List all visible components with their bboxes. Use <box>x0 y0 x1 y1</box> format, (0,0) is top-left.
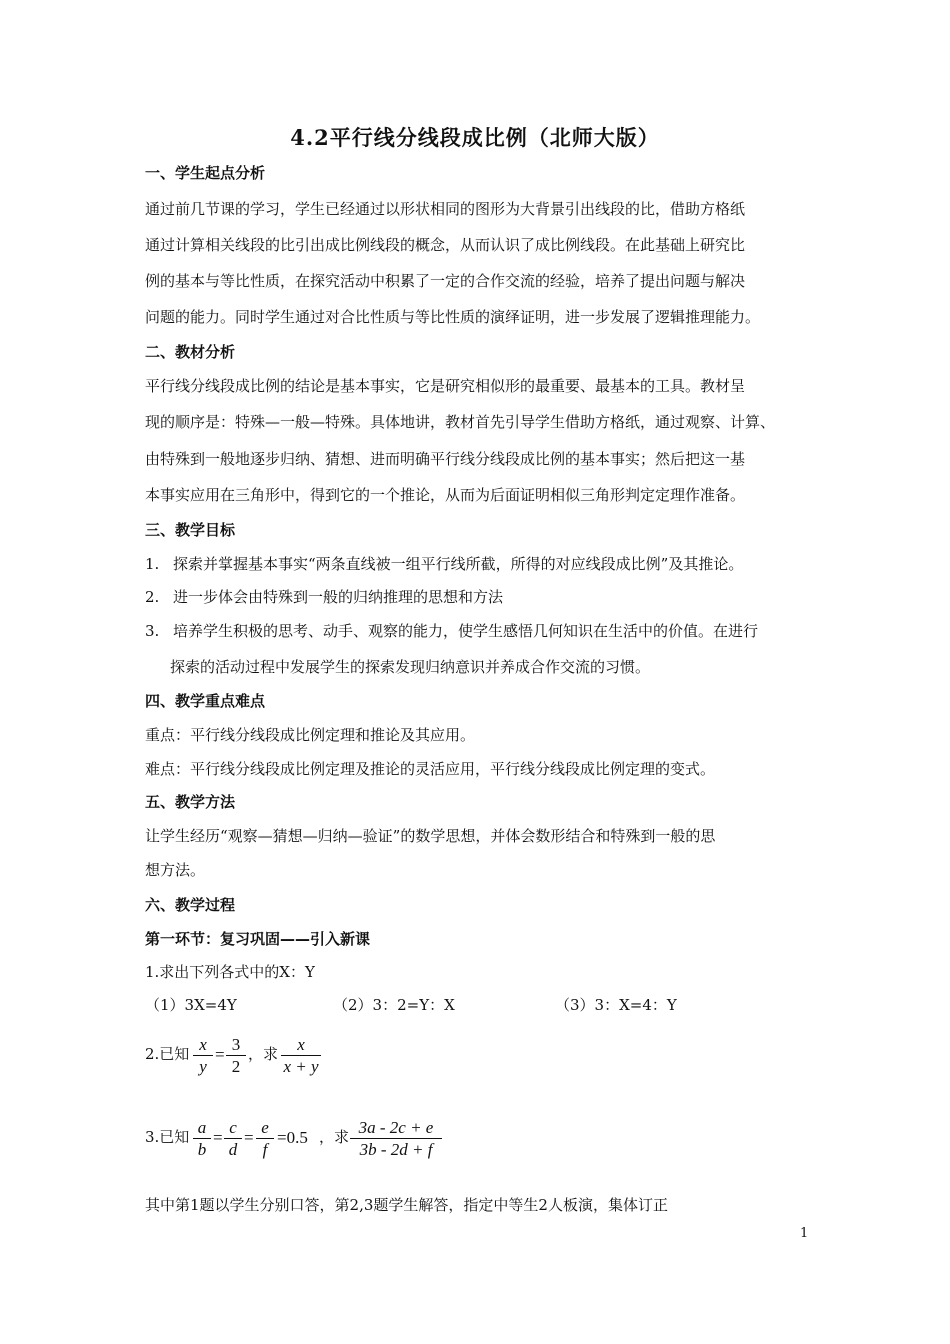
paragraph-line: 想方法。 <box>145 861 206 879</box>
fraction-numerator: e <box>261 1118 269 1137</box>
section-heading-6: 六、教学过程 <box>145 896 236 914</box>
fraction-target <box>281 1035 321 1078</box>
question-1-item: （2）3：2=Y：X <box>333 996 455 1014</box>
question-2-mid: ，求 <box>248 1045 279 1063</box>
fraction-numerator: c <box>229 1118 237 1137</box>
question-3-prefix: 3.已知 <box>145 1128 190 1146</box>
question-2-prefix: 2.已知 <box>145 1045 190 1063</box>
paragraph-line: 让学生经历“观察—猜想—归纳—验证”的数学思想，并体会数形结合和特殊到一般的思 <box>145 827 716 845</box>
paragraph-line: 问题的能力。同时学生通过对合比性质与等比性质的演绎证明，进一步发展了逻辑推理能力。 <box>145 308 761 326</box>
fraction-denominator: 2 <box>231 1057 241 1076</box>
fraction <box>193 1118 211 1161</box>
list-number: 1. <box>145 555 160 573</box>
section-heading-1: 一、学生起点分析 <box>145 164 266 182</box>
list-number: 3. <box>145 622 160 640</box>
fraction-numerator: 3 <box>231 1035 241 1054</box>
paragraph-line: 通过计算相关线段的比引出成比例线段的概念，从而认识了成比例线段。在此基础上研究比 <box>145 236 746 254</box>
page-title: 4.2平行线分线段成比例（北师大版） <box>290 125 660 150</box>
fraction-numerator: 3a - 2c + e <box>358 1118 434 1137</box>
key-point: 重点：平行线分线段成比例定理和推论及其应用。 <box>145 726 476 744</box>
section-heading-4: 四、教学重点难点 <box>145 692 266 710</box>
question-1: 1.求出下列各式中的X：Y <box>145 963 315 981</box>
fraction <box>224 1118 242 1161</box>
equals-sign: = <box>244 1128 254 1147</box>
list-text: 进一步体会由特殊到一般的归纳推理的思想和方法 <box>173 588 504 606</box>
paragraph-line: 通过前几节课的学习，学生已经通过以形状相同的图形为大背景引出线段的比，借助方格纸 <box>145 200 746 218</box>
fraction-denominator: y <box>199 1057 207 1076</box>
fraction <box>256 1118 274 1161</box>
step-heading: 第一环节：复习巩固——引入新课 <box>145 930 371 948</box>
note-line: 其中第1题以学生分别口答，第2,3题学生解答，指定中等生2人板演，集体订正 <box>145 1196 668 1214</box>
fraction-denominator: b <box>197 1140 207 1159</box>
list-text: 培养学生积极的思考、动手、观察的能力，使学生感悟几何知识在生活中的价值。在进行 <box>173 622 759 640</box>
question-1-item: （1）3X=4Y <box>145 996 237 1014</box>
list-item-continuation: 探索的活动过程中发展学生的探索发现归纳意识并养成合作交流的习惯。 <box>170 658 651 676</box>
paragraph-line: 现的顺序是：特殊—一般—特殊。具体地讲，教材首先引导学生借助方格纸，通过观察、计算、 <box>145 413 776 431</box>
list-number: 2. <box>145 588 160 606</box>
question-3-mid: ，求 <box>319 1128 350 1146</box>
fraction-denominator: d <box>228 1140 238 1159</box>
fraction-denominator: 3b - 2d + f <box>359 1140 433 1159</box>
paragraph-line: 平行线分线段成比例的结论是基本事实，它是研究相似形的最重要、最基本的工具。教材呈 <box>145 377 746 395</box>
fraction-denominator: x + y <box>283 1057 319 1076</box>
list-item <box>145 554 743 574</box>
list-item <box>145 621 758 641</box>
fraction-numerator: x <box>199 1035 207 1054</box>
fraction-numerator: x <box>297 1035 305 1054</box>
section-heading-5: 五、教学方法 <box>145 793 236 811</box>
page-number: 1 <box>800 1226 809 1241</box>
fraction <box>226 1035 246 1078</box>
paragraph-line: 由特殊到一般地逐步归纳、猜想、进而明确平行线分线段成比例的基本事实；然后把这一基 <box>145 450 746 468</box>
equals-sign: = <box>213 1128 223 1147</box>
section-heading-3: 三、教学目标 <box>145 521 236 539</box>
value-label: =0.5 <box>277 1128 308 1147</box>
fraction-numerator: a <box>197 1118 207 1137</box>
difficult-point: 难点：平行线分线段成比例定理及推论的灵活应用，平行线分线段成比例定理的变式。 <box>145 760 716 778</box>
section-heading-2: 二、教材分析 <box>145 343 236 361</box>
fraction-denominator: f <box>262 1140 268 1159</box>
list-item <box>145 587 503 607</box>
fraction <box>193 1035 213 1078</box>
paragraph-line: 本事实应用在三角形中，得到它的一个推论，从而为后面证明相似三角形判定定理作准备。 <box>145 486 746 504</box>
list-text: 探索并掌握基本事实“两条直线被一组平行线所截，所得的对应线段成比例”及其推论。 <box>173 555 744 573</box>
paragraph-line: 例的基本与等比性质，在探究活动中积累了一定的合作交流的经验，培养了提出问题与解决 <box>145 272 746 290</box>
fraction-target <box>350 1118 442 1161</box>
equals-sign: = <box>215 1045 225 1064</box>
question-1-item: （3）3：X=4：Y <box>555 996 677 1014</box>
